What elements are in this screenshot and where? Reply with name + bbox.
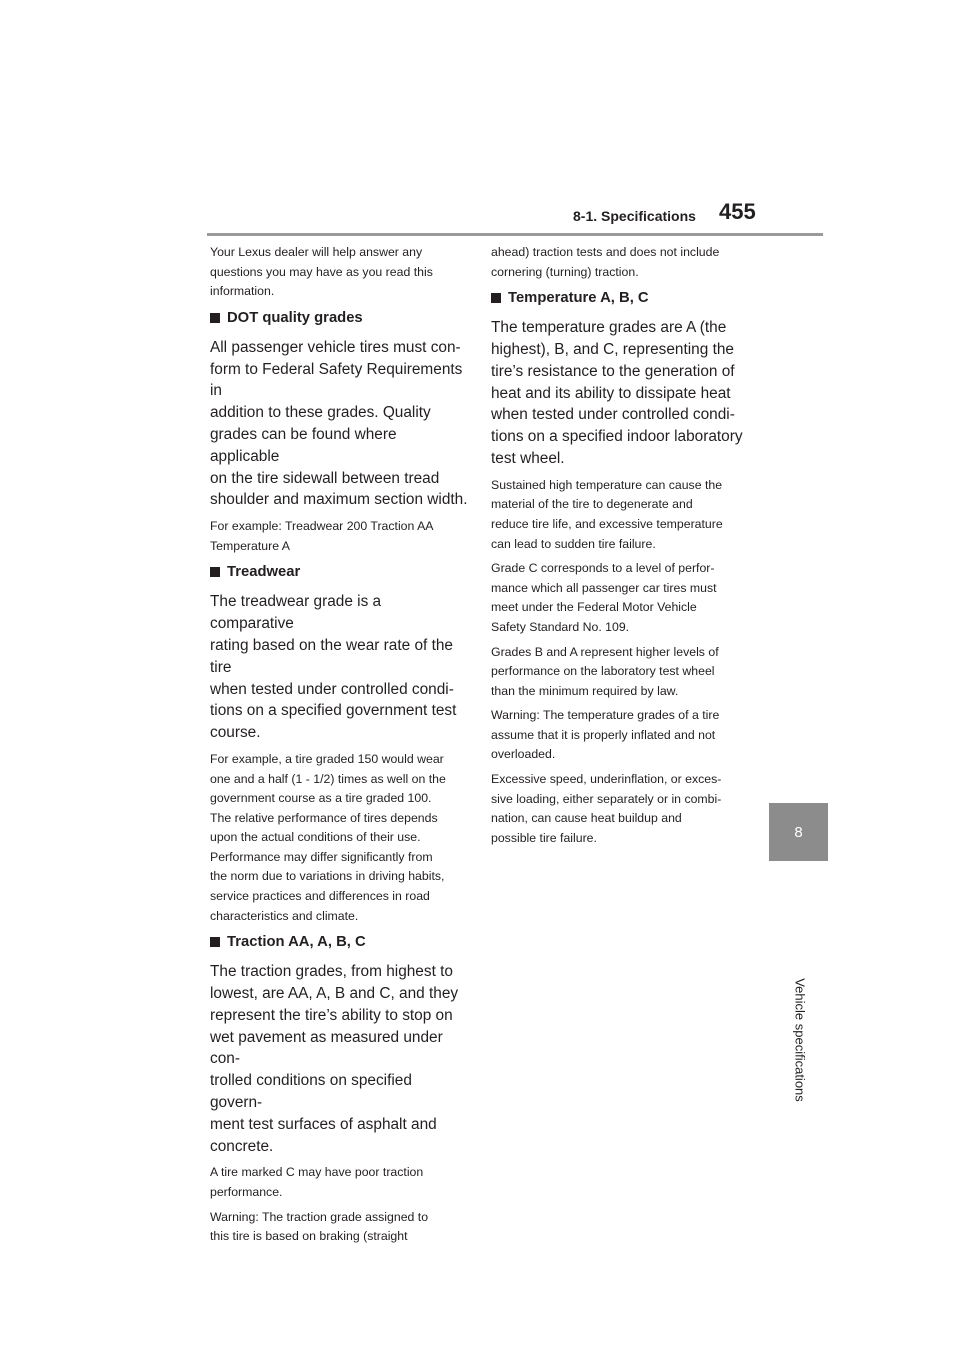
square-bullet-icon [210, 937, 220, 947]
treadwear-paragraph [210, 591, 468, 744]
text-line: performance. [210, 1185, 283, 1200]
text-line: material of the tire to degenerate and [491, 497, 693, 512]
text-line: when tested under controlled condi- [491, 406, 735, 424]
heading-label: Traction AA, A, B, C [227, 934, 366, 951]
text-line: tions on a specified government test [210, 702, 457, 720]
heading-dot-quality-grades [210, 308, 468, 328]
header-rule [207, 233, 823, 236]
text-line: meet under the Federal Motor Vehicle [491, 600, 697, 615]
text-line: one and a half (1 - 1/2) times as well on the [210, 771, 446, 786]
text-line: Performance may differ significantly from [210, 849, 433, 864]
temperature-note [491, 476, 747, 554]
text-line: sive loading, either separately or in combi- [491, 791, 722, 806]
text-line: can lead to sudden tire failure. [491, 536, 656, 551]
text-line: Grades B and A represent higher levels of [491, 644, 719, 659]
text-line: Safety Standard No. 109. [491, 619, 630, 634]
text-line: Warning: The traction grade assigned to [210, 1209, 429, 1224]
square-bullet-icon [210, 313, 220, 323]
temperature-paragraph [491, 317, 747, 470]
text-line: For example: Treadwear 200 Traction AA [210, 519, 434, 534]
text-line: shoulder and maximum section width. [210, 491, 468, 509]
page-number: 455 [719, 199, 756, 224]
text-line: highest), B, and C, representing the [491, 340, 734, 358]
text-line: heat and its ability to dissipate heat [491, 384, 731, 402]
dot-paragraph [210, 337, 468, 511]
text-line: Your Lexus dealer will help answer any [210, 245, 423, 259]
text-line: The treadwear grade is a comparative [210, 593, 382, 633]
chapter-label: Vehicle specifications [792, 978, 808, 1102]
text-line: addition to these grades. Quality [210, 404, 431, 422]
text-line: ment test surfaces of asphalt and [210, 1115, 437, 1133]
excessive-speed-note [491, 770, 747, 848]
traction-paragraph [210, 961, 468, 1157]
square-bullet-icon [491, 293, 501, 303]
traction-warning [210, 1208, 468, 1247]
text-line: Excessive speed, underinflation, or exces- [491, 772, 722, 787]
chapter-number: 8 [794, 823, 803, 841]
right-column [491, 243, 747, 853]
treadwear-example [210, 750, 468, 926]
chapter-tab[interactable] [769, 803, 828, 861]
dot-example [210, 517, 468, 556]
text-line: Temperature A [210, 538, 290, 553]
text-line: Warning: The temperature grades of a tire [491, 708, 720, 723]
heading-label: DOT quality grades [227, 309, 363, 326]
text-line: course. [210, 724, 261, 742]
text-line: The temperature grades are A (the [491, 319, 727, 337]
traction-warning-continued [491, 243, 747, 282]
text-line: tions on a specified indoor laboratory [491, 428, 743, 446]
heading-temperature [491, 288, 747, 308]
text-line: test wheel. [491, 449, 565, 467]
text-line: this tire is based on braking (straight [210, 1229, 408, 1244]
text-line: grades can be found where applicable [210, 425, 397, 465]
grade-c-note [491, 559, 747, 637]
text-line: The relative performance of tires depends [210, 810, 438, 825]
heading-traction [210, 932, 468, 952]
section-title: 8-1. Specifications [573, 208, 696, 224]
text-line: upon the actual conditions of their use. [210, 830, 421, 845]
heading-label: Temperature A, B, C [508, 290, 649, 307]
grades-b-a-note [491, 643, 747, 702]
text-line: than the minimum required by law. [491, 683, 679, 698]
text-line: For example, a tire graded 150 would wear [210, 751, 444, 766]
square-bullet-icon [210, 567, 220, 577]
text-line: nation, can cause heat buildup and [491, 811, 682, 826]
text-line: questions you may have as you read this [210, 264, 433, 279]
text-line: assume that it is properly inflated and not [491, 727, 716, 742]
text-line: represent the tire’s ability to stop on [210, 1006, 453, 1024]
text-line: rating based on the wear rate of the tire [210, 636, 453, 676]
text-line: overloaded. [491, 747, 556, 762]
text-line: ahead) traction tests and does not include [491, 245, 720, 259]
text-line: cornering (turning) traction. [491, 264, 639, 279]
temperature-warning [491, 706, 747, 765]
text-line: The traction grades, from highest to [210, 963, 453, 981]
heading-label: Treadwear [227, 564, 301, 581]
text-line: trolled conditions on specified govern- [210, 1072, 412, 1112]
text-line: when tested under controlled condi- [210, 680, 454, 698]
text-line: possible tire failure. [491, 830, 597, 845]
text-line: reduce tire life, and excessive temperature [491, 516, 723, 531]
text-line: information. [210, 284, 275, 299]
text-line: All passenger vehicle tires must con- [210, 338, 461, 356]
text-line: tire’s resistance to the generation of [491, 362, 735, 380]
text-line: form to Federal Safety Requirements in [210, 360, 463, 400]
text-line: concrete. [210, 1137, 274, 1155]
text-line: lowest, are AA, A, B and C, and they [210, 985, 459, 1003]
text-line: characteristics and climate. [210, 908, 359, 923]
text-line: on the tire sidewall between tread [210, 469, 440, 487]
text-line: wet pavement as measured under con- [210, 1028, 443, 1068]
text-line: mance which all passenger car tires must [491, 580, 717, 595]
text-line: Grade C corresponds to a level of perfor- [491, 561, 715, 576]
text-line: A tire marked C may have poor traction [210, 1165, 424, 1180]
text-line: the norm due to variations in driving habits, [210, 869, 445, 884]
left-column [210, 243, 468, 1252]
text-line: Sustained high temperature can cause the [491, 477, 723, 492]
text-line: government course as a tire graded 100. [210, 791, 432, 806]
intro-paragraph [210, 243, 468, 302]
heading-treadwear [210, 562, 468, 582]
text-line: service practices and differences in road [210, 889, 430, 904]
text-line: performance on the laboratory test wheel [491, 664, 715, 679]
traction-note [210, 1163, 468, 1202]
